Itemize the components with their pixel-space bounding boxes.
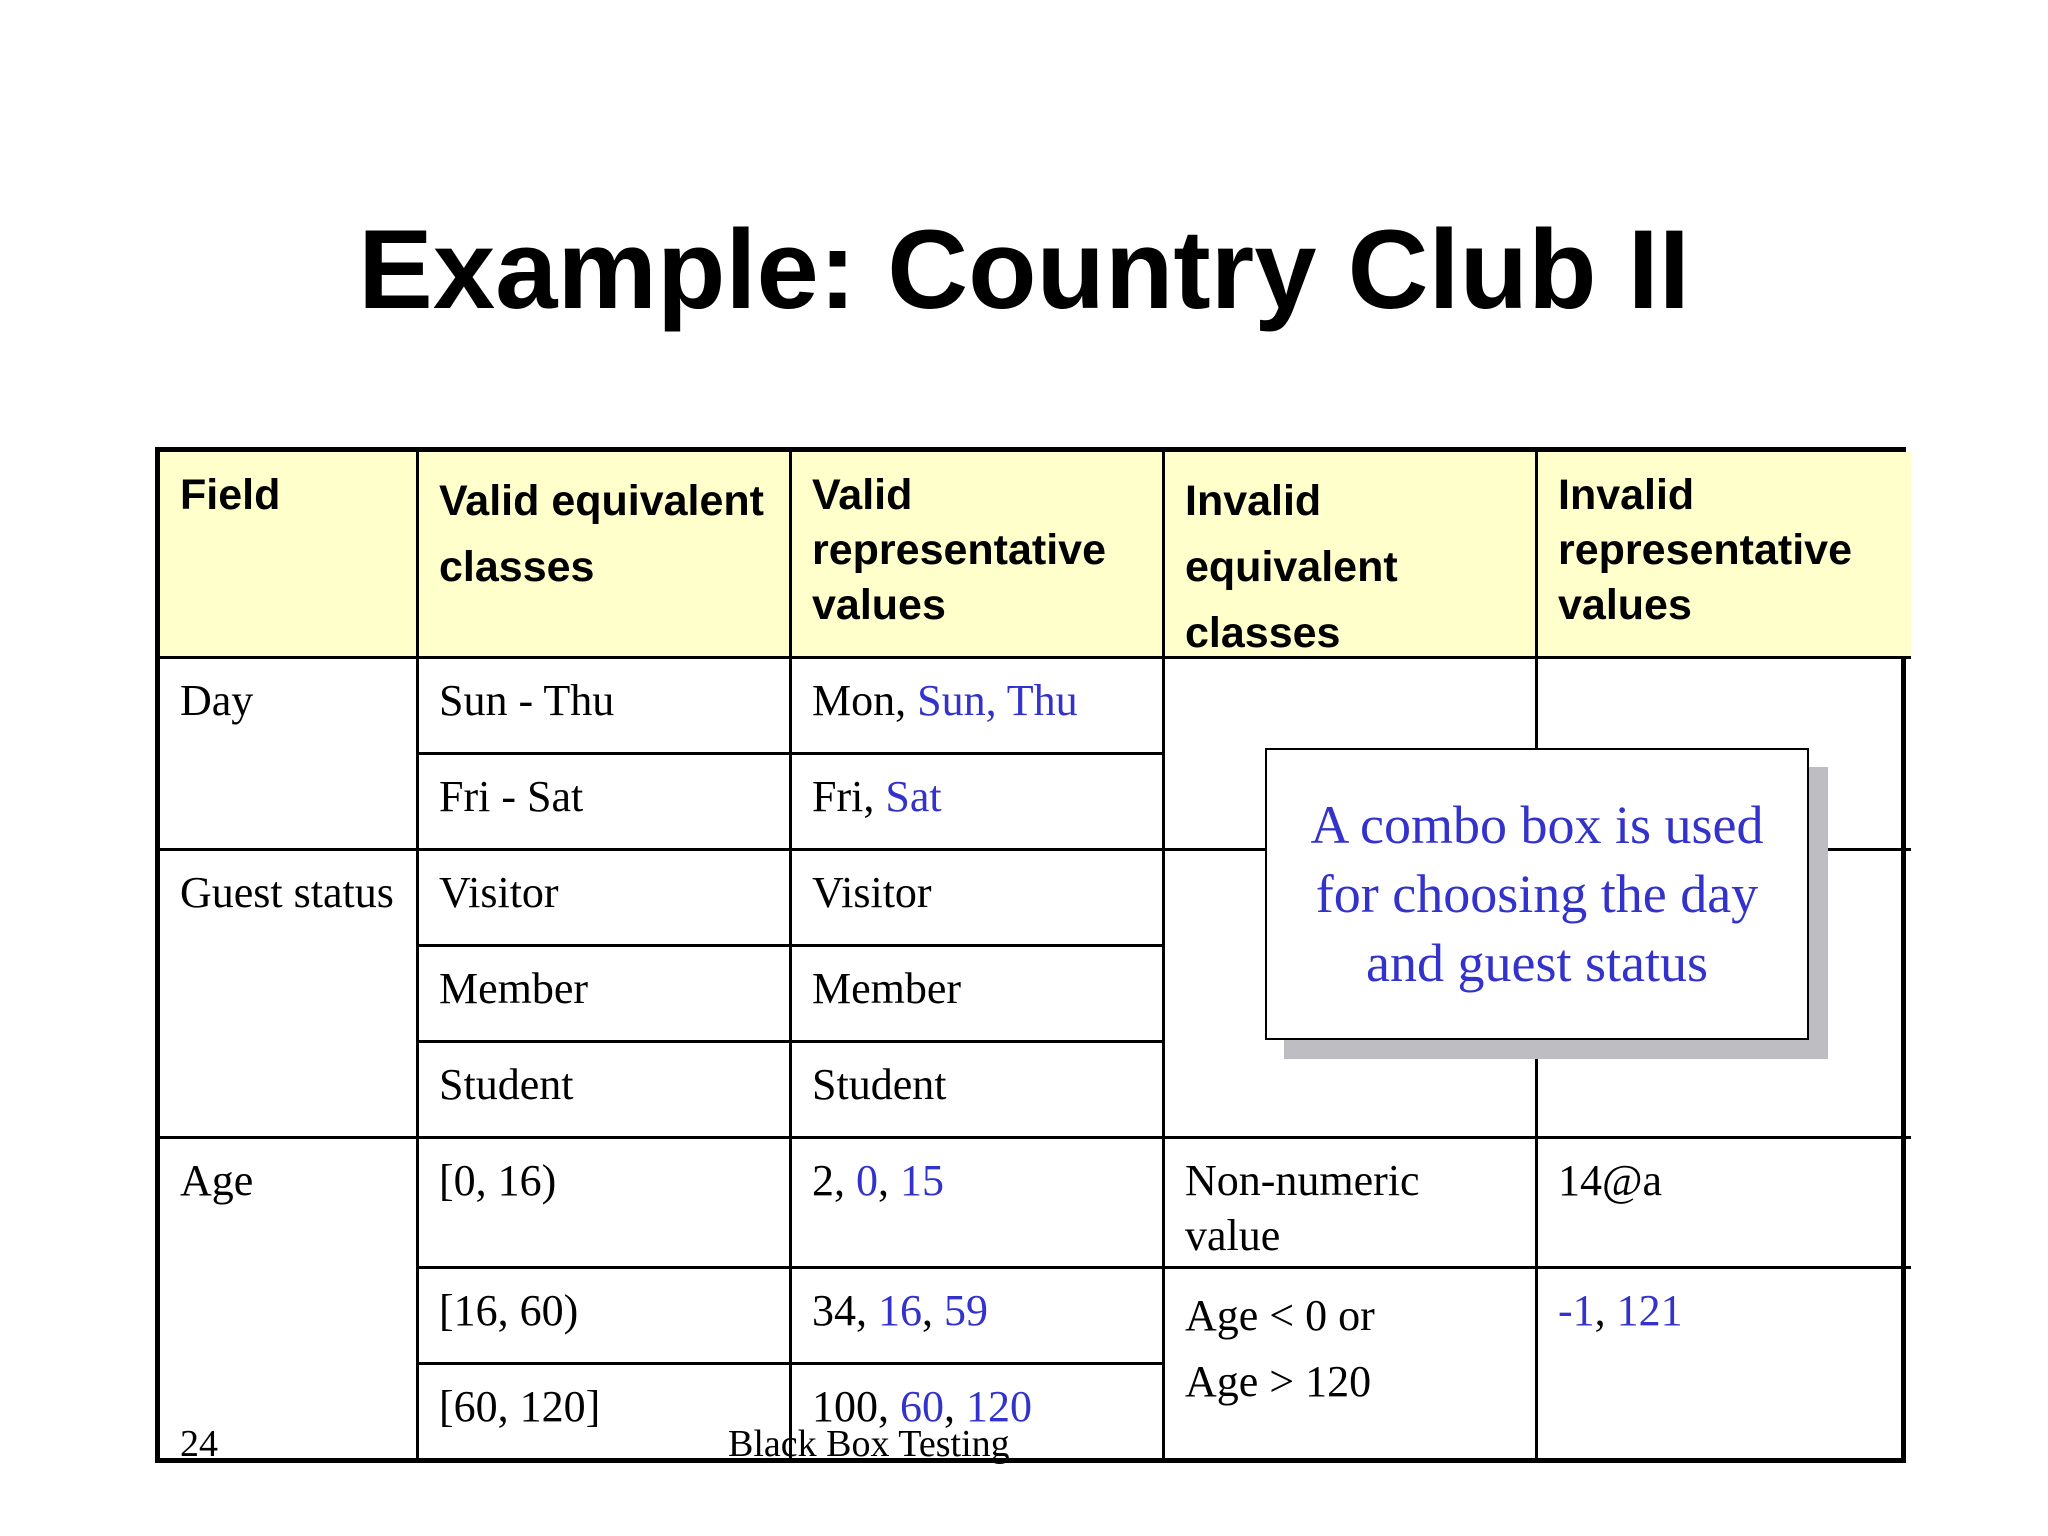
age-invalid-class-1: Non-numeric value [1165,1139,1538,1269]
age-invalid-value-1: 14@a [1538,1139,1911,1269]
age-valid-class-3: [60, 120] [419,1365,792,1461]
header-invalid-values-label: Invalid representative values [1558,471,1852,629]
guest-valid-class-1: Visitor [419,851,792,947]
header-invalid-classes-label: Invalid equivalent classes [1185,477,1398,657]
age-invalid-class-2: Age < 0 or Age > 120 [1165,1269,1538,1461]
guest-valid-class-3: Student [419,1043,792,1139]
age-valid-class-1: [0, 16) [419,1139,792,1269]
age-valid-values-2: 34, 16, 59 [792,1269,1165,1365]
header-field [160,452,419,659]
slide-title: Example: Country Club II [358,207,1690,332]
field-age: Age [160,1139,419,1461]
age-valid-values-3: 100, 60, 120 [792,1365,1165,1461]
header-invalid-classes [1165,452,1538,659]
age-valid-values-1: 2, 0, 15 [792,1139,1165,1269]
day-valid-class-1: Sun - Thu [419,659,792,755]
header-field-label: Field [180,471,281,519]
guest-valid-value-1: Visitor [792,851,1165,947]
page-number: 24 [180,1423,218,1465]
header-valid-classes-label: Valid equivalent classes [439,477,764,591]
day-valid-values-2: Fri, Sat [792,755,1165,851]
header-valid-values-label: Valid representative values [812,471,1106,629]
day-valid-values-1: Mon, Sun, Thu [792,659,1165,755]
guest-valid-value-2: Member [792,947,1165,1043]
age-invalid-values-2: -1, 121 [1558,1286,1683,1335]
guest-valid-value-3: Student [792,1043,1165,1139]
header-invalid-values [1538,452,1911,659]
callout-text: A combo box is used for choosing the day and guest status [1310,794,1764,993]
age-valid-class-2: [16, 60) [419,1269,792,1365]
header-valid-classes [419,452,792,659]
day-valid-class-2: Fri - Sat [419,755,792,851]
combo-box-callout [1265,748,1809,1040]
header-valid-values [792,452,1165,659]
field-day: Day [160,659,419,851]
field-guest-status: Guest status [160,851,419,1139]
guest-valid-class-2: Member [419,947,792,1043]
footer-text: Black Box Testing [728,1423,1010,1465]
